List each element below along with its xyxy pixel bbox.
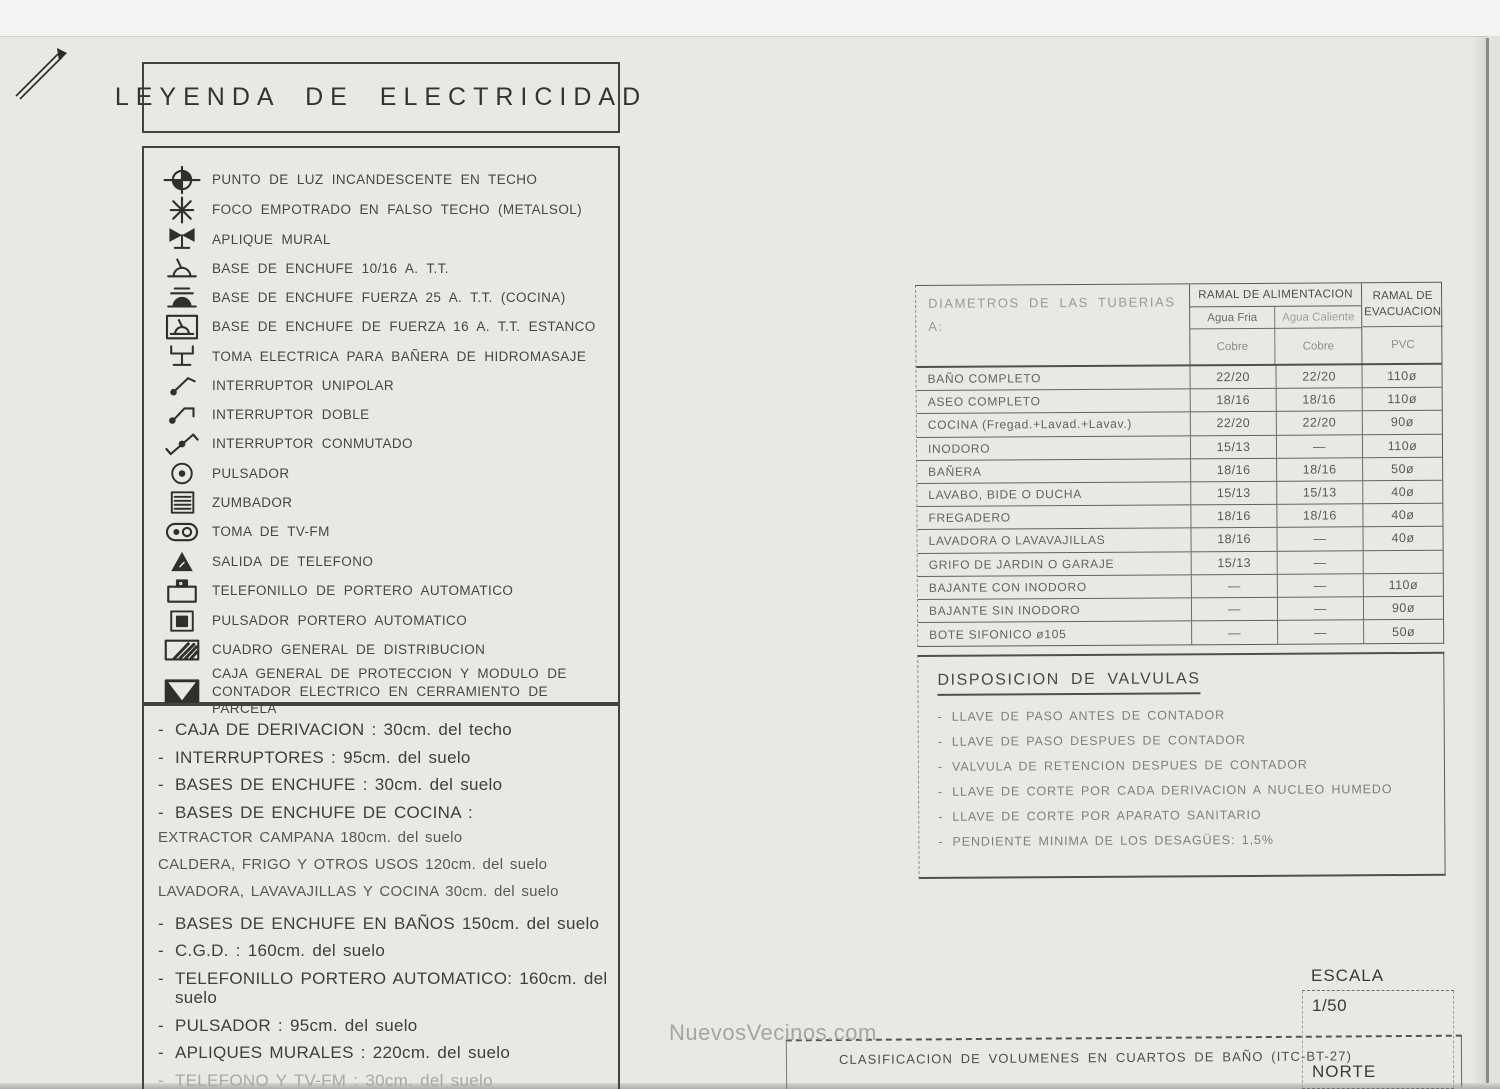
mounting-note-text: BASES DE ENCHUFE EN BAÑOS 150cm. del suelo xyxy=(174,913,600,933)
valves-title: DISPOSICION DE VALVULAS xyxy=(937,670,1200,696)
bullet-dash: - xyxy=(938,784,944,799)
legend-item xyxy=(144,606,618,635)
hot-water-value: — xyxy=(1277,620,1363,644)
legend-item-label: APLIQUE MURAL xyxy=(212,231,331,247)
pipe-table-row xyxy=(917,504,1442,530)
mounting-notes-box xyxy=(142,704,620,1089)
supply-subheaders xyxy=(1190,306,1361,329)
legend-item-label: BASE DE ENCHUFE DE FUERZA 16 A. T.T. ESTANCO xyxy=(212,319,596,335)
mounting-note-line xyxy=(158,720,608,740)
valve-note-text: LLAVE DE CORTE POR CADA DERIVACION A NUCLEO HUMEDO xyxy=(952,782,1393,799)
socket-16-estanco-icon xyxy=(152,312,212,342)
cold-water-value: 18/16 xyxy=(1190,505,1276,528)
socket-10-16-icon xyxy=(152,254,212,283)
right-column xyxy=(915,282,1445,849)
cold-water-value: 22/20 xyxy=(1190,412,1276,435)
bullet-dash: - xyxy=(937,759,944,774)
valve-note-line xyxy=(938,782,1444,799)
mounting-note-line xyxy=(158,1043,608,1063)
bullet-dash: - xyxy=(158,802,164,822)
legend-item-list xyxy=(144,165,618,718)
supply-branch-column-group xyxy=(1189,283,1361,364)
bullet-dash: - xyxy=(158,1015,164,1035)
telephone-outlet-icon xyxy=(152,547,212,576)
mounting-note-text: TELEFONILLO PORTERO AUTOMATICO: 160cm. del suelo xyxy=(174,968,608,1008)
hot-water-material: Cobre xyxy=(1302,339,1335,353)
cold-water-value: — xyxy=(1191,598,1277,621)
drain-branch-column-group xyxy=(1361,283,1443,363)
legend-item-label: FOCO EMPOTRADO EN FALSO TECHO (METALSOL) xyxy=(212,202,583,218)
hot-water-value: — xyxy=(1277,551,1363,574)
drain-value xyxy=(1363,550,1443,573)
hot-water-value: — xyxy=(1276,528,1362,551)
legend-item-label: PULSADOR xyxy=(212,465,290,481)
doorbell-button-icon xyxy=(152,606,212,635)
bullet-dash: - xyxy=(158,968,164,988)
valve-note-line xyxy=(938,807,1444,824)
pipe-row-label: BAJANTE CON INODORO xyxy=(928,579,1087,595)
legend-item xyxy=(144,400,618,429)
legend-item xyxy=(144,342,618,371)
mounting-note-line xyxy=(158,830,608,847)
mounting-note-text: TELEFONO Y TV-FM : 30cm. del suelo xyxy=(174,1070,493,1089)
distribution-board-icon xyxy=(152,635,212,665)
drain-value: 40ø xyxy=(1362,504,1442,527)
legend-item xyxy=(144,283,618,312)
cold-water-material: Cobre xyxy=(1190,329,1275,365)
drain-branch-header: RAMAL DE EVACUACION xyxy=(1362,283,1443,327)
hydromassage-outlet-icon xyxy=(152,342,212,371)
pipe-row-label: ASEO COMPLETO xyxy=(927,394,1041,410)
legend-item-label: CAJA GENERAL DE PROTECCION Y MODULO DE CONTADOR ELECTRICO EN CERRAMIENTO DE PARCELA xyxy=(212,666,567,717)
scan-top-edge xyxy=(0,0,1500,37)
pipe-table-row xyxy=(918,550,1443,576)
mounting-note-text: LAVADORA, LAVAVAJILLAS Y COCINA 30cm. del suelo xyxy=(158,883,559,901)
cold-water-value: 18/16 xyxy=(1190,459,1276,482)
pipe-row-label: BAÑO COMPLETO xyxy=(927,371,1042,387)
drain-value: 40ø xyxy=(1362,481,1442,504)
hot-water-value: — xyxy=(1277,574,1363,597)
valve-note-line xyxy=(938,832,1444,849)
scale-label: ESCALA xyxy=(1311,966,1385,985)
legend-item xyxy=(144,225,618,254)
drain-value: 40ø xyxy=(1362,527,1442,550)
legend-item xyxy=(144,576,618,606)
hot-water-value: — xyxy=(1276,435,1362,458)
switch-conmutado-icon xyxy=(152,429,212,459)
pipe-table-row xyxy=(918,573,1443,599)
mounting-note-line xyxy=(158,857,608,874)
mounting-note-line xyxy=(158,884,608,901)
bullet-dash: - xyxy=(938,834,944,849)
legend-item xyxy=(144,459,618,488)
protection-box-icon xyxy=(152,676,212,706)
pipe-table-header xyxy=(916,283,1441,368)
pipe-row-label: BAÑERA xyxy=(928,464,982,479)
mounting-note-text: APLIQUES MURALES : 220cm. del suelo xyxy=(174,1043,511,1063)
legend-item-label: TOMA DE TV-FM xyxy=(212,524,330,540)
classification-text: CLASIFICACION DE VOLUMENES EN CUARTOS DE BAÑO (ITC-BT-27) xyxy=(838,1048,1353,1067)
legend-item-label: INTERRUPTOR CONMUTADO xyxy=(212,436,413,452)
mounting-notes-list xyxy=(158,720,608,1089)
valve-note-text: LLAVE DE PASO ANTES DE CONTADOR xyxy=(951,708,1226,724)
pipe-table-row xyxy=(917,411,1442,437)
paper-right-shadow xyxy=(1470,36,1487,1089)
bullet-dash: - xyxy=(158,1043,164,1063)
scale-value: 1/50 xyxy=(1312,996,1348,1015)
mounting-note-line xyxy=(158,941,608,961)
bullet-dash: - xyxy=(937,734,943,749)
hot-water-value: 18/16 xyxy=(1276,388,1362,411)
cold-water-header: Agua Fria xyxy=(1190,307,1275,329)
valves-list xyxy=(938,707,1445,849)
hot-water-value: 22/20 xyxy=(1276,412,1362,435)
mounting-note-line xyxy=(158,803,608,823)
pipe-row-label: INODORO xyxy=(927,441,991,456)
mounting-note-line xyxy=(158,914,608,934)
mounting-note-text: CAJA DE DERIVACION : 30cm. del techo xyxy=(174,720,513,739)
pipe-table-row xyxy=(917,458,1442,484)
valves-box xyxy=(917,652,1445,879)
legend-item xyxy=(144,429,618,459)
switch-unipolar-icon xyxy=(152,371,212,400)
cold-water-value: — xyxy=(1191,621,1277,645)
legend-item-label: INTERRUPTOR DOBLE xyxy=(212,406,370,422)
bullet-dash: - xyxy=(938,809,944,824)
pipe-diameters-table xyxy=(915,282,1444,647)
hot-water-value: 18/16 xyxy=(1276,458,1362,481)
bullet-dash: - xyxy=(158,720,164,739)
pipe-table-row xyxy=(918,597,1443,623)
mounting-note-line xyxy=(158,969,608,1008)
legend-item-label: BASE DE ENCHUFE FUERZA 25 A. T.T. (COCINA) xyxy=(212,289,566,305)
cold-water-value: 22/20 xyxy=(1190,366,1276,389)
valve-note-text: PENDIENTE MINIMA DE LOS DESAGÜES: 1,5% xyxy=(952,832,1274,849)
legend-item xyxy=(144,312,618,342)
pipe-row-label: LAVABO, BIDE O DUCHA xyxy=(928,487,1082,502)
cold-water-value: 15/13 xyxy=(1190,482,1276,505)
mounting-note-text: PULSADOR : 95cm. del suelo xyxy=(174,1015,418,1035)
push-button-icon xyxy=(152,459,212,488)
mounting-note-text: CALDERA, FRIGO Y OTROS USOS 120cm. del suelo xyxy=(158,856,548,874)
hot-water-value: 22/20 xyxy=(1276,365,1362,388)
legend-item xyxy=(144,635,618,665)
legend-item xyxy=(144,165,618,195)
legend-item xyxy=(144,488,618,517)
tv-fm-socket-icon xyxy=(152,517,212,547)
north-label: NORTE xyxy=(1312,1062,1377,1081)
valve-note-text: LLAVE DE CORTE POR APARATO SANITARIO xyxy=(952,807,1262,824)
mounting-note-text: C.G.D. : 160cm. del suelo xyxy=(174,941,386,961)
pipe-row-label: FREGADERO xyxy=(928,510,1011,526)
valve-note-text: VALVULA DE RETENCION DESPUES DE CONTADOR xyxy=(951,757,1308,774)
supply-materials-row xyxy=(1190,328,1361,364)
legend-item xyxy=(144,195,618,225)
legend-item xyxy=(144,254,618,283)
legend-item-label: TELEFONILLO DE PORTERO AUTOMATICO xyxy=(212,583,514,599)
legend-item-label: ZUMBADOR xyxy=(212,494,293,510)
legend-item xyxy=(144,517,618,547)
legend-item-label: PULSADOR PORTERO AUTOMATICO xyxy=(212,612,468,628)
cold-water-value: 15/13 xyxy=(1191,551,1277,574)
drain-value: 50ø xyxy=(1363,620,1443,644)
mounting-note-line xyxy=(158,1016,608,1036)
valve-note-line xyxy=(938,757,1444,774)
socket-25-cocina-icon xyxy=(152,283,212,312)
hot-water-header: Agua Caliente xyxy=(1282,310,1355,324)
pipe-table-title: DIAMETROS DE LAS TUBERIAS A: xyxy=(928,294,1176,334)
mounting-note-line xyxy=(158,748,608,768)
mounting-note-line xyxy=(158,775,608,795)
mounting-note-text: BASES DE ENCHUFE DE COCINA : xyxy=(174,802,473,822)
drain-value: 90ø xyxy=(1362,411,1442,434)
mounting-note-text: BASES DE ENCHUFE : 30cm. del suelo xyxy=(174,775,503,795)
pipe-table-row xyxy=(917,434,1442,460)
bullet-dash: - xyxy=(158,1070,164,1089)
bullet-dash: - xyxy=(158,775,164,795)
pipe-table-row xyxy=(918,620,1443,646)
pipe-row-label: GRIFO DE JARDIN O GARAJE xyxy=(928,556,1115,572)
drain-value: 50ø xyxy=(1362,458,1442,481)
cold-water-value: 15/13 xyxy=(1190,435,1276,458)
pipe-table-body xyxy=(917,365,1444,646)
hot-water-value: 15/13 xyxy=(1276,481,1362,504)
pipe-row-label: BAJANTE SIN INODORO xyxy=(928,602,1081,618)
mounting-note-text: INTERRUPTORES : 95cm. del suelo xyxy=(174,747,471,767)
legend-title: LEYENDA DE ELECTRICIDAD xyxy=(114,83,648,111)
legend-item-label: INTERRUPTOR UNIPOLAR xyxy=(212,377,395,393)
valve-note-line xyxy=(938,707,1444,724)
watermark: NuevosVecinos.com xyxy=(669,1020,877,1045)
pipe-row-label: COCINA (Fregad.+Lavad.+Lavav.) xyxy=(927,417,1133,433)
buzzer-icon xyxy=(152,488,212,517)
cold-water-value: 18/16 xyxy=(1190,528,1276,551)
valve-note-text: LLAVE DE PASO DESPUES DE CONTADOR xyxy=(951,732,1246,749)
pipe-row-label: BOTE SIFONICO ø105 xyxy=(929,626,1067,642)
legend-item-label: CUADRO GENERAL DE DISTRIBUCION xyxy=(212,642,486,658)
electric-symbols-box xyxy=(142,146,620,717)
drain-value: 110ø xyxy=(1363,573,1443,596)
legend-item xyxy=(144,371,618,400)
supply-branch-header: RAMAL DE ALIMENTACION xyxy=(1190,283,1361,307)
ceiling-light-icon xyxy=(152,165,212,195)
pipe-table-row xyxy=(917,481,1442,507)
scan-right-margin xyxy=(1489,36,1500,1089)
cold-water-value: — xyxy=(1191,574,1277,597)
intercom-handset-icon xyxy=(152,576,212,606)
drain-value: 90ø xyxy=(1363,597,1443,620)
drain-material: PVC xyxy=(1391,338,1415,352)
drain-value: 110ø xyxy=(1362,434,1442,457)
legend-item-label: BASE DE ENCHUFE 10/16 A. T.T. xyxy=(212,260,449,276)
bullet-dash: - xyxy=(158,747,164,767)
legend-item-label: PUNTO DE LUZ INCANDESCENTE EN TECHO xyxy=(212,172,538,188)
legend-title-box xyxy=(114,62,648,133)
bullet-dash: - xyxy=(158,941,164,961)
pipe-table-row xyxy=(917,388,1442,414)
mounting-note-line xyxy=(158,1071,608,1089)
drain-value: 110ø xyxy=(1361,365,1441,388)
valve-note-line xyxy=(938,732,1444,749)
switch-double-icon xyxy=(152,400,212,429)
wall-sconce-icon xyxy=(152,225,212,254)
pipe-table-row xyxy=(917,365,1442,391)
mounting-note-text: EXTRACTOR CAMPANA 180cm. del suelo xyxy=(158,829,463,847)
pipe-row-label: LAVADORA O LAVAVAJILLAS xyxy=(928,533,1106,549)
bullet-dash: - xyxy=(937,709,943,724)
legend-item-label: SALIDA DE TELEFONO xyxy=(212,553,374,569)
hot-water-value: — xyxy=(1277,597,1363,620)
legend-item-label: TOMA ELECTRICA PARA BAÑERA DE HIDROMASAJE xyxy=(212,348,587,364)
drain-value: 110ø xyxy=(1362,388,1442,411)
hot-water-value: 18/16 xyxy=(1276,504,1362,527)
classification-box xyxy=(786,1035,1462,1089)
cold-water-value: 18/16 xyxy=(1190,389,1276,412)
pipe-table-row xyxy=(917,527,1442,553)
pen-mark-arrow xyxy=(8,40,78,102)
bullet-dash: - xyxy=(158,913,164,933)
recessed-spotlight-icon xyxy=(152,195,212,225)
legend-item xyxy=(144,547,618,576)
